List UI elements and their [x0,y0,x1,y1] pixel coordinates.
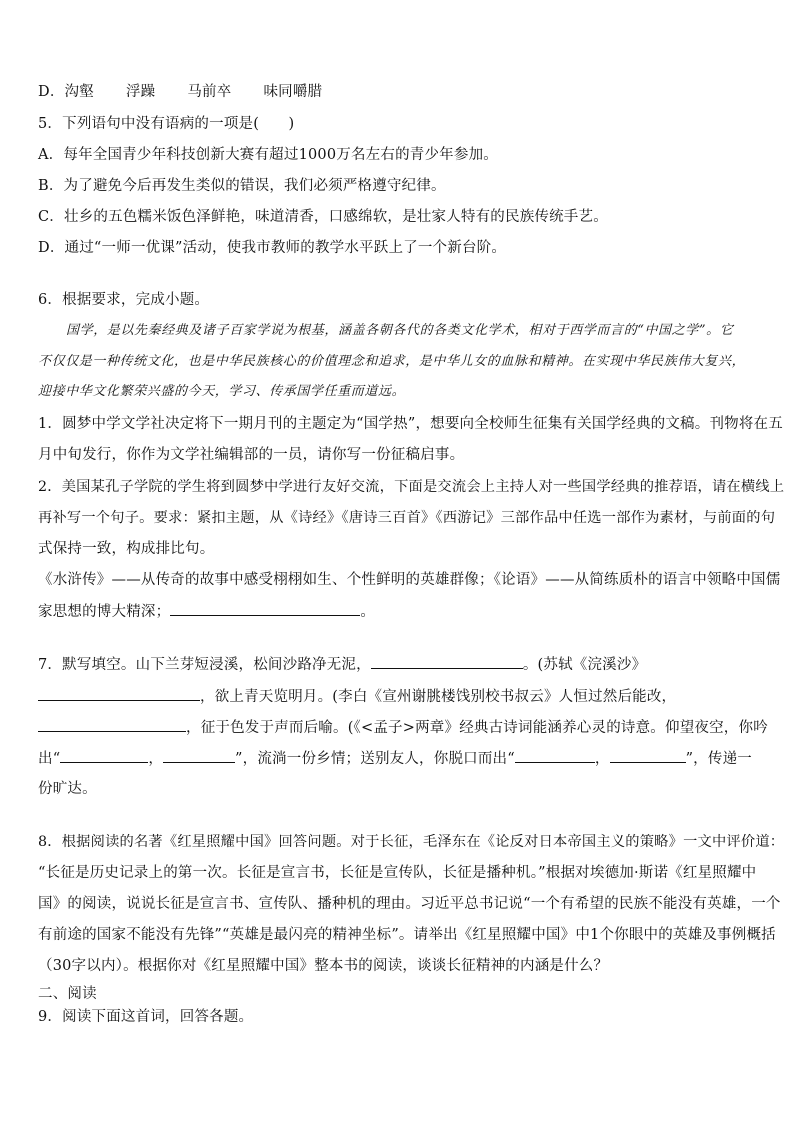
section-2-heading: 二、阅读 [38,986,97,1002]
q7-blank-2[interactable] [38,686,200,701]
q9-stem: 9．阅读下面这首词，回答各题。 [38,1009,254,1025]
q7-line-4-start: 出“ [38,751,61,767]
q7-line-4-mid: ”，流淌一份乡情；送别友人，你脱口而出“ [235,751,515,767]
q6-passage-line-1: 国学，是以先秦经典及诸子百家学说为根基，涵盖各朝各代的各类文化学术，相对于西学而言的“中国之学”。它 [66,323,734,338]
q6-sub2-line-5-text: 家思想的博大精深； [38,604,171,620]
q8-line-5: （30字以内）。根据你对《红星照耀中国》整本书的阅读，谈谈长征精神的内涵是什么？ [38,958,609,974]
q4-word-3: 马前卒 [187,84,232,100]
q6-stem: 6．根据要求，完成小题。 [38,292,210,308]
q8-line-2: “长征是历史记录上的第一次。长征是宣言书，长征是宣传队，长征是播种机。”根据对埃德加·斯诺《红星照耀中 [38,865,757,881]
q7-line-4-comma-1: ， [148,751,164,767]
q6-sub2-line-4: 《水浒传》——从传奇的故事中感受栩栩如生、个性鲜明的英雄群像；《论语》——从简练质朴的语言中领略中国儒 [38,572,781,588]
q7-blank-7[interactable] [610,748,686,763]
q7-blank-3[interactable] [38,717,186,732]
q6-sub2-line-2: 再补写一个句子。要求：紧扣主题，从《诗经》《唐诗三百首》《西游记》三部作品中任选一部作为素材，与前面的句 [38,510,776,526]
q7-line-5: 份旷达。 [38,781,97,797]
q5-option-c: C．壮乡的五色糯米饭色泽鲜艳，味道清香，口感绵软，是壮家人特有的民族传统手艺。 [38,209,608,225]
q4-option-d-label: D． [38,84,65,100]
q5-option-a: A．每年全国青少年科技创新大赛有超过1000万名左右的青少年参加。 [38,147,498,163]
q4-word-4: 味同嚼腊 [263,84,323,100]
q6-passage-line-2: 不仅仅是一种传统文化，也是中华民族核心的价值理念和追求，是中华儿女的血脉和精神。在实现中华民族伟大复兴， [38,354,746,369]
q7-line-3-text: ，征于色发于声而后喻。(《<孟子>两章》经典古诗词能涵养心灵的诗意。仰望夜空，你吟 [186,720,768,736]
q6-sub2-line-5 [38,601,375,622]
q5-stem: 5．下列语句中没有语病的一项是( ) [38,116,295,132]
q6-sub1-line-2: 月中旬发行，你作为文学社编辑部的一员，请你写一份征稿启事。 [38,447,465,463]
q6-answer-blank[interactable] [170,601,360,616]
q7-blank-6[interactable] [515,748,595,763]
q6-sub2-period: 。 [360,604,376,620]
q7-line-1-text: 7．默写填空。山下兰芽短浸溪，松间沙路净无泥， [38,657,371,673]
q7-line-4-end: ”，传递一 [685,751,752,767]
q8-line-4: 有前途的国家不能没有先锋”“英雄是最闪亮的精神坐标”。请举出《红星照耀中国》中1个你眼中的英雄及事例概括 [38,927,776,943]
q4-word-1: 沟壑 [64,84,94,100]
q4-option-d [38,82,322,102]
q6-sub2-line-3: 式保持一致，构成排比句。 [38,541,215,557]
q8-line-1: 8．根据阅读的名著《红星照耀中国》回答问题。对于长征，毛泽东在《论反对日本帝国主义的策略》一文中评价道： [38,834,785,850]
q7-blank-1[interactable] [371,654,523,669]
q4-word-2: 浮躁 [125,84,156,100]
q7-line-1 [38,654,646,675]
q5-option-b: B．为了避免今后再发生类似的错误，我们必须严格遵守纪律。 [38,178,446,194]
q7-line-4-comma-2: ， [594,751,610,767]
q6-passage-line-3: 迎接中华文化繁荣兴盛的今天，学习、传承国学任重而道远。 [38,384,406,399]
q7-line-2 [38,686,676,707]
q6-sub1-line-1: 1．圆梦中学文学社决定将下一期月刊的主题定为“国学热”，想要向全校师生征集有关国学经典的文稿。刊物将在五 [38,416,783,432]
q7-blank-5[interactable] [163,748,235,763]
q6-sub2-line-1: 2．美国某孔子学院的学生将到圆梦中学进行友好交流，下面是交流会上主持人对一些国学经典的推荐语，请在横线上 [38,479,785,495]
q7-line-4 [38,748,752,769]
q7-line-1-source: 。(苏轼《浣溪沙》 [522,657,647,673]
q7-line-3 [38,717,768,738]
q7-line-2-text: ，欲上青天览明月。(李白《宣州谢朓楼饯别校书叔云》人恒过然后能改， [200,689,677,705]
q8-line-3: 国》的阅读，说说长征是宣言书、宣传队、播种机的理由。习近平总书记说“一个有希望的民族不能没有英雄，一个 [38,896,781,912]
q5-option-d: D．通过“一师一优课”活动，使我市教师的教学水平跃上了一个新台阶。 [38,240,507,256]
q7-blank-4[interactable] [60,748,148,763]
